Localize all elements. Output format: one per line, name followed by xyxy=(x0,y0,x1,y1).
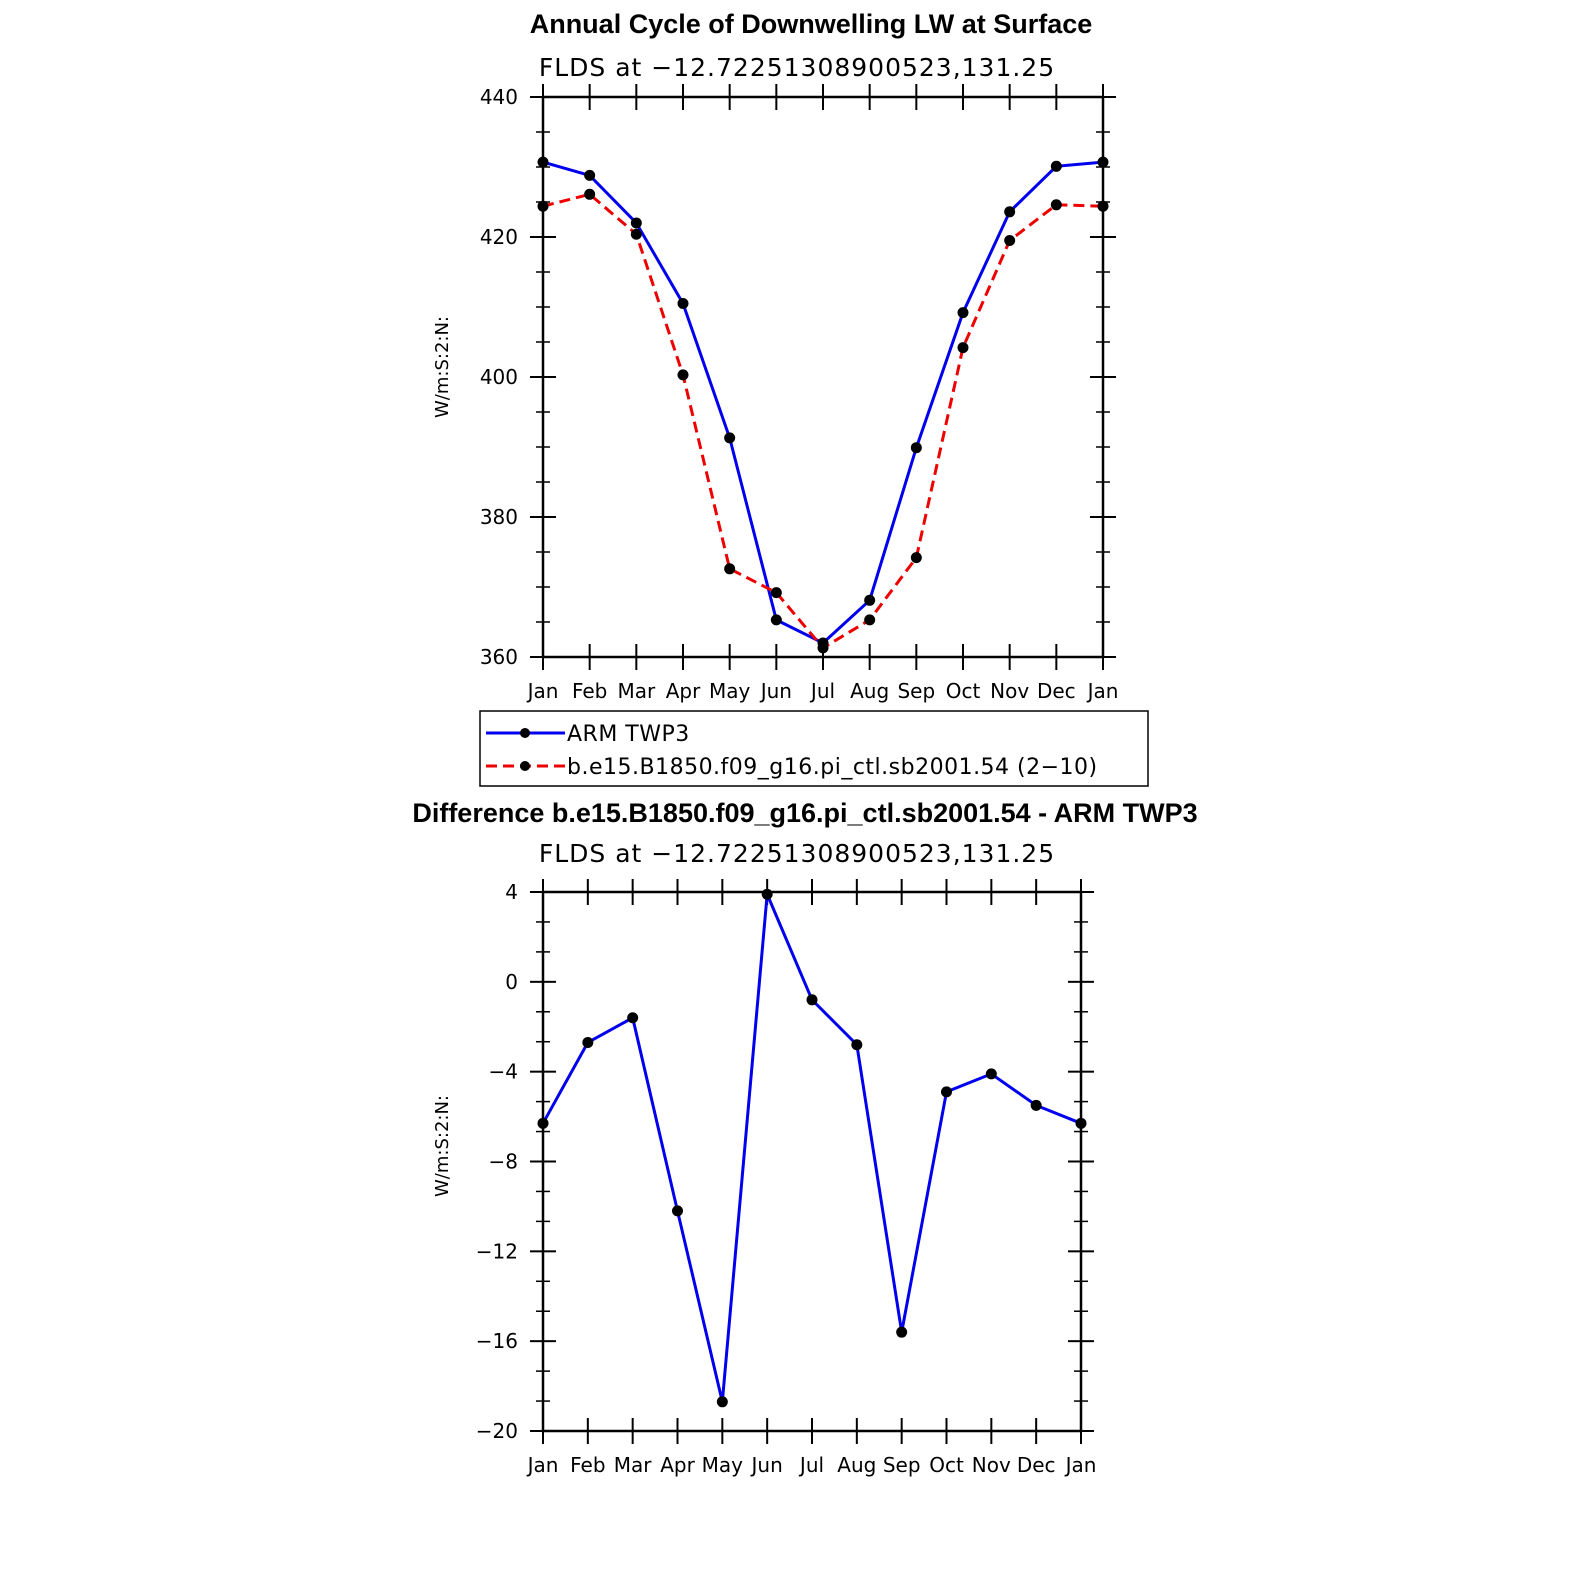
bottom-series-0-point xyxy=(896,1327,907,1338)
bottom-series-0-point xyxy=(672,1205,683,1216)
top-x-tick-label: Jan xyxy=(1087,679,1119,703)
top-x-tick-label: Aug xyxy=(850,679,890,703)
top-series-0-point xyxy=(584,170,595,181)
top-chart-axes xyxy=(480,84,1119,703)
bottom-x-tick-label: Feb xyxy=(570,1453,606,1477)
bottom-x-tick-label: Sep xyxy=(882,1453,921,1477)
top-series-1-point xyxy=(538,201,549,212)
top-x-tick-label: Mar xyxy=(617,679,656,703)
bottom-chart-subtitle: FLDS at −12.72251308900523,131.25 xyxy=(538,839,1056,868)
top-chart-series xyxy=(538,157,1109,654)
bottom-series-0-point xyxy=(762,889,773,900)
top-x-tick-label: Nov xyxy=(990,679,1030,703)
legend-marker-model xyxy=(520,761,530,771)
top-y-tick-label: 380 xyxy=(479,505,518,529)
bottom-series-0-point xyxy=(1076,1118,1087,1129)
bottom-series-0-point xyxy=(582,1037,593,1048)
top-series-0-point xyxy=(724,432,735,443)
top-series-0-point xyxy=(958,307,969,318)
bottom-series-0-point xyxy=(627,1012,638,1023)
bottom-x-tick-label: Oct xyxy=(929,1453,964,1477)
top-series-1-point xyxy=(771,587,782,598)
top-series-1-point xyxy=(911,552,922,563)
bottom-x-tick-label: Dec xyxy=(1016,1453,1056,1477)
bottom-y-tick-label: −4 xyxy=(488,1059,518,1084)
top-chart xyxy=(432,9,1148,786)
top-series-0-point xyxy=(1098,157,1109,168)
top-series-1-point xyxy=(818,642,829,653)
top-y-tick-label: 420 xyxy=(479,225,518,249)
top-series-0-point xyxy=(538,157,549,168)
bottom-series-0-point xyxy=(717,1396,728,1407)
top-series-line-1 xyxy=(543,194,1103,648)
top-chart-title: Annual Cycle of Downwelling LW at Surface xyxy=(529,9,1093,39)
top-series-1-point xyxy=(1004,235,1015,246)
legend xyxy=(480,711,1148,786)
bottom-x-tick-label: Apr xyxy=(660,1453,695,1477)
top-x-tick-label: Feb xyxy=(571,679,608,703)
top-series-0-point xyxy=(1004,206,1015,217)
bottom-x-tick-label: Jan xyxy=(527,1453,559,1477)
bottom-x-tick-label: Nov xyxy=(971,1453,1011,1477)
top-x-tick-label: May xyxy=(708,679,751,703)
top-x-tick-label: Jan xyxy=(527,679,559,703)
bottom-chart xyxy=(412,798,1197,1477)
bottom-series-line-0 xyxy=(543,894,1081,1402)
bottom-x-tick-label: Jun xyxy=(751,1453,783,1477)
top-series-1-point xyxy=(864,614,875,625)
top-series-1-point xyxy=(584,189,595,200)
top-series-1-point xyxy=(678,369,689,380)
bottom-chart-title: Difference b.e15.B1850.f09_g16.pi_ctl.sb2001.54 - ARM TWP3 xyxy=(412,798,1198,828)
legend-marker-arm-twp3 xyxy=(520,728,530,738)
bottom-series-0-point xyxy=(986,1068,997,1079)
top-series-0-point xyxy=(1051,161,1062,172)
top-plot-frame xyxy=(543,97,1103,657)
bottom-x-tick-label: Jul xyxy=(799,1453,825,1477)
bottom-x-tick-label: Jan xyxy=(1065,1453,1097,1477)
top-y-tick-label: 440 xyxy=(479,85,518,109)
top-series-0-point xyxy=(864,595,875,606)
bottom-x-tick-label: Mar xyxy=(613,1453,652,1477)
top-y-tick-label: 400 xyxy=(479,365,518,389)
top-series-1-point xyxy=(631,229,642,240)
bottom-series-0-point xyxy=(1031,1100,1042,1111)
bottom-series-0-point xyxy=(851,1039,862,1050)
top-series-0-point xyxy=(631,218,642,229)
top-series-0-point xyxy=(771,614,782,625)
legend-label-model: b.e15.B1850.f09_g16.pi_ctl.sb2001.54 (2−10) xyxy=(567,755,1098,780)
bottom-plot-frame xyxy=(543,892,1081,1431)
top-series-1-point xyxy=(958,342,969,353)
bottom-y-tick-label: 0 xyxy=(505,969,518,994)
bottom-series-0-point xyxy=(538,1118,549,1129)
bottom-y-tick-label: −16 xyxy=(475,1329,518,1354)
bottom-chart-axes xyxy=(476,879,1097,1477)
bottom-y-tick-label: 4 xyxy=(505,880,518,904)
top-x-tick-label: Jul xyxy=(810,679,836,703)
top-x-tick-label: Sep xyxy=(897,679,936,703)
bottom-series-0-point xyxy=(807,994,818,1005)
top-series-1-point xyxy=(1098,201,1109,212)
bottom-chart-series xyxy=(538,889,1087,1408)
top-series-1-point xyxy=(1051,199,1062,210)
top-x-tick-label: Oct xyxy=(945,679,981,703)
top-x-tick-label: Dec xyxy=(1036,679,1076,703)
bottom-x-tick-label: May xyxy=(701,1453,744,1477)
bottom-y-tick-label: −12 xyxy=(475,1239,518,1264)
legend-label-arm-twp3: ARM TWP3 xyxy=(567,722,690,747)
bottom-series-0-point xyxy=(941,1086,952,1097)
top-x-tick-label: Apr xyxy=(665,679,701,703)
top-series-0-point xyxy=(911,442,922,453)
bottom-y-tick-label: −8 xyxy=(488,1149,518,1174)
top-chart-y-axis-label: W/m:S:2:N: xyxy=(432,316,453,418)
bottom-y-tick-label: −20 xyxy=(475,1419,518,1443)
top-chart-subtitle: FLDS at −12.72251308900523,131.25 xyxy=(538,53,1056,82)
top-series-0-point xyxy=(678,298,689,309)
top-x-tick-label: Jun xyxy=(760,679,792,703)
top-y-tick-label: 360 xyxy=(479,645,518,669)
bottom-chart-y-axis-label: W/m:S:2:N: xyxy=(432,1095,453,1197)
bottom-x-tick-label: Aug xyxy=(837,1453,877,1477)
top-series-1-point xyxy=(724,563,735,574)
